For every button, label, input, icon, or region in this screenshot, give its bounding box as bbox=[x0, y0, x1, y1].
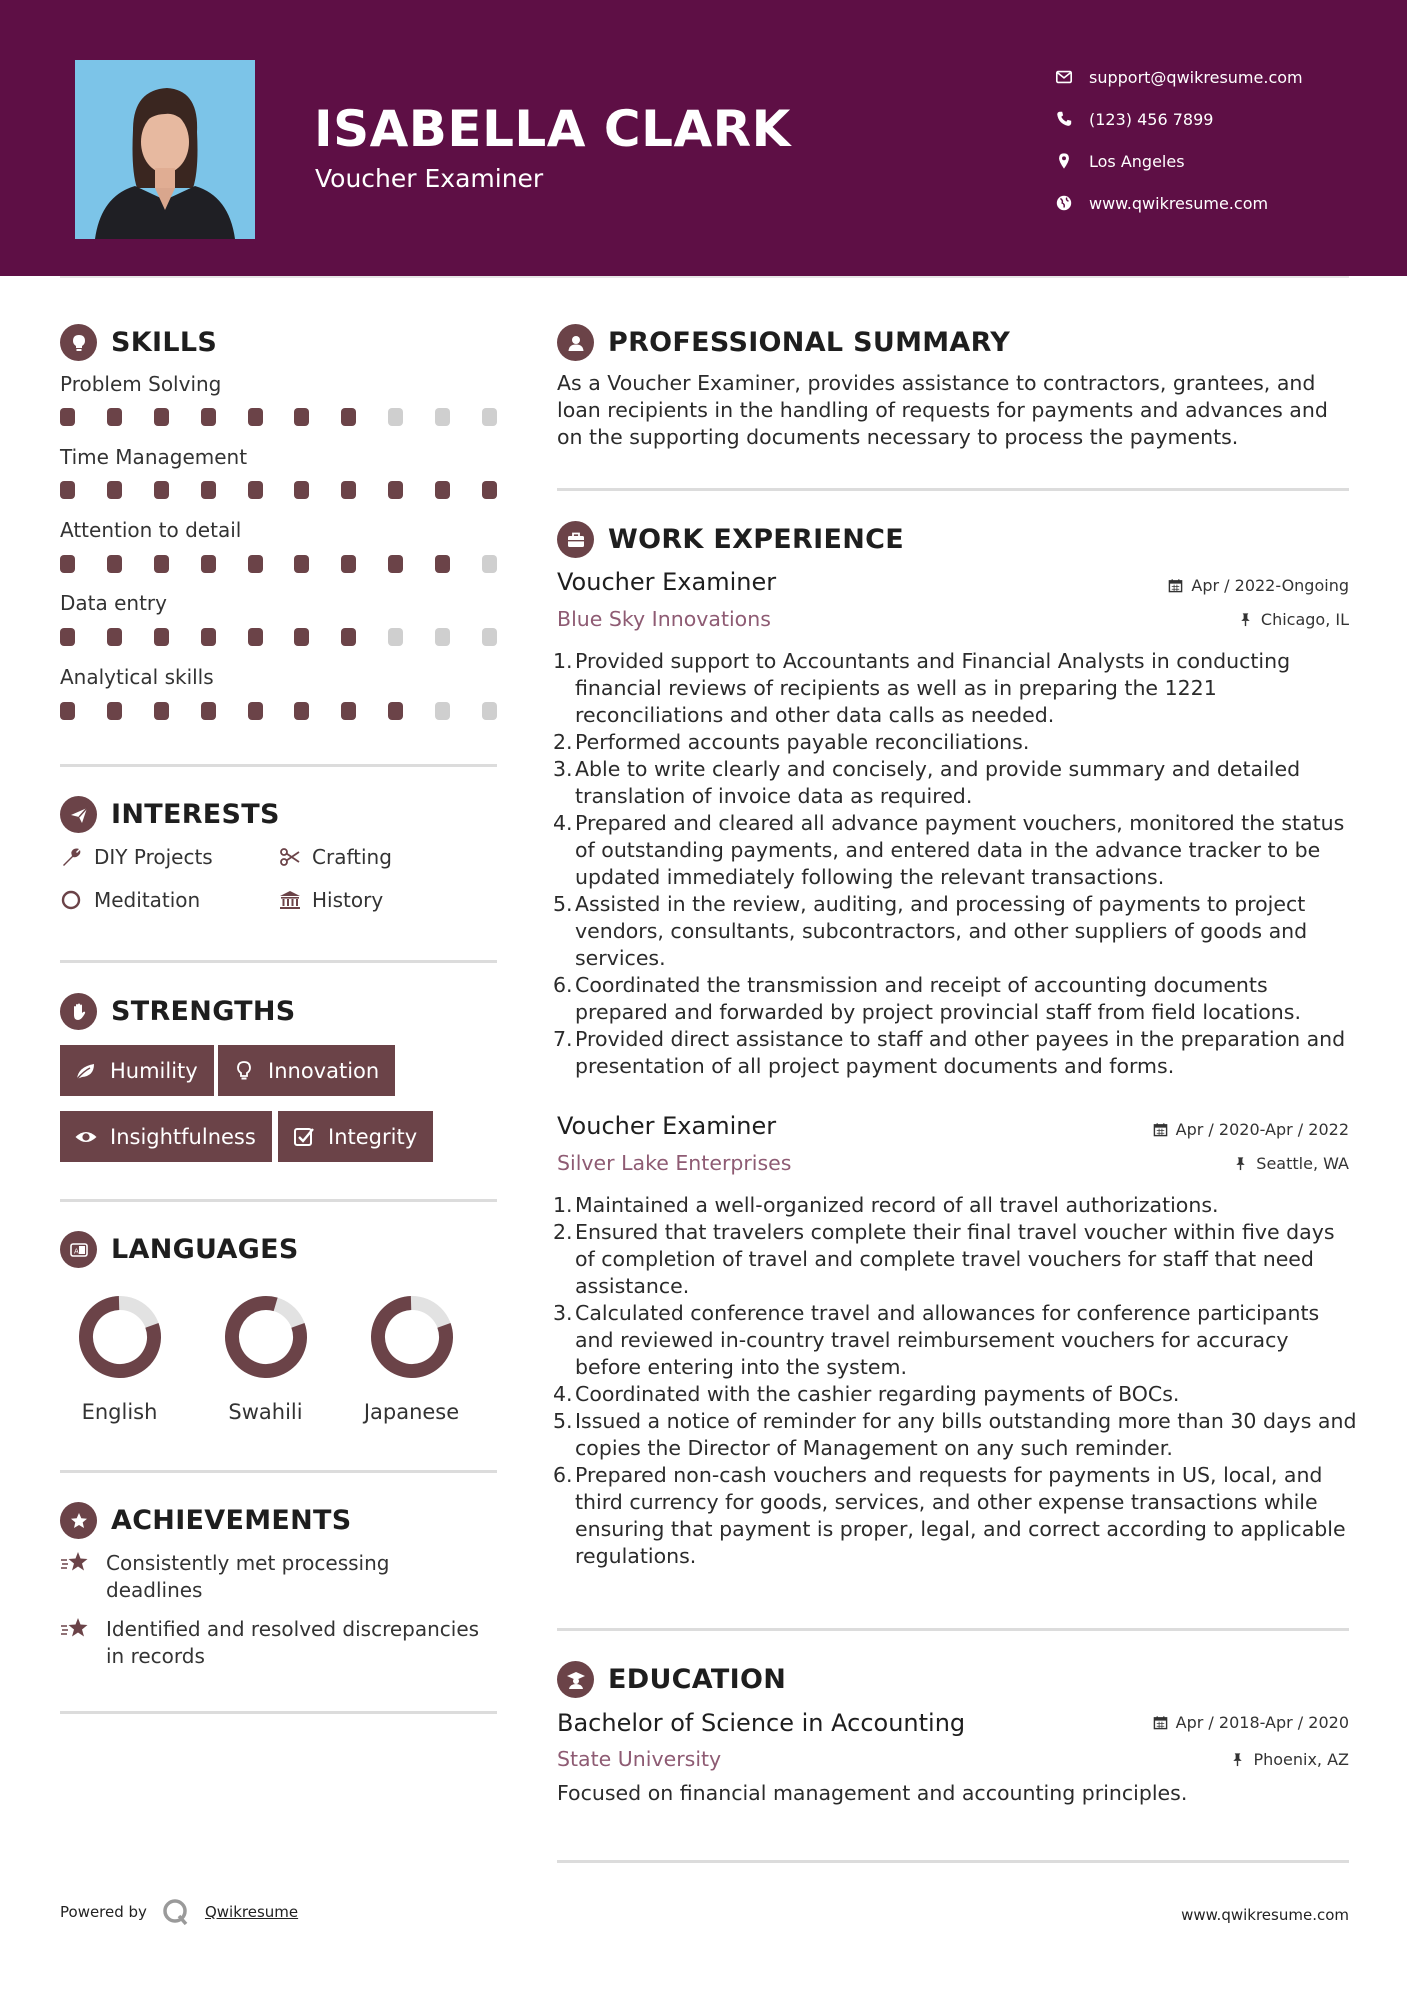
job-bullet-number: 2. bbox=[553, 730, 573, 754]
skill-dot-filled bbox=[248, 555, 263, 573]
skill-dot-filled bbox=[154, 702, 169, 720]
skill-dot-filled bbox=[294, 408, 309, 426]
calendar-icon bbox=[1153, 1122, 1168, 1137]
job-bullet-text: Issued a notice of reminder for any bills outstanding more than 30 days and copies the Director of Management on any such reminder. bbox=[575, 1409, 1357, 1460]
briefcase-section-icon bbox=[557, 521, 594, 558]
job-bullet bbox=[553, 1192, 1357, 1219]
experience-title: WORK EXPERIENCE bbox=[608, 524, 904, 555]
job-bullet-text: Coordinated the transmission and receipt of accounting documents prepared and forwarded by project provincial staff from field locations. bbox=[575, 973, 1301, 1024]
job-bullet-number: 5. bbox=[553, 892, 573, 916]
education-heading bbox=[557, 1661, 786, 1698]
skill-dot-filled bbox=[341, 702, 356, 720]
contact-website[interactable] bbox=[1055, 182, 1303, 224]
job-company: Blue Sky Innovations bbox=[557, 607, 771, 631]
skill-dot-filled bbox=[482, 481, 497, 499]
summary-title: PROFESSIONAL SUMMARY bbox=[608, 327, 1011, 358]
header-banner bbox=[0, 0, 1407, 276]
skill-dot-empty bbox=[435, 702, 450, 720]
education-date-text: Apr / 2018-Apr / 2020 bbox=[1175, 1713, 1349, 1732]
job-bullet bbox=[553, 648, 1357, 729]
interest-item bbox=[60, 888, 200, 912]
skill-dot-filled bbox=[294, 555, 309, 573]
strength-tag bbox=[218, 1045, 395, 1096]
section-divider bbox=[60, 1199, 497, 1202]
job-bullet bbox=[553, 756, 1357, 810]
language-level-arc bbox=[223, 1294, 309, 1380]
pushpin-icon bbox=[1238, 612, 1253, 627]
skill-dot-empty bbox=[435, 408, 450, 426]
globe-icon bbox=[1055, 194, 1073, 212]
interest-label: Crafting bbox=[312, 845, 392, 869]
contact-list bbox=[1055, 56, 1303, 224]
degree-title: Bachelor of Science in Accounting bbox=[557, 1709, 966, 1737]
job-bullet-text: Assisted in the review, auditing, and processing of payments to project vendors, consultants, subcontractors, and other suppliers of goods and services. bbox=[575, 892, 1308, 970]
job-bullets bbox=[553, 648, 1357, 1080]
job-bullet-text: Prepared and cleared all advance payment vouchers, monitored the status of outstanding payments, and entered data in the advance tracker to be updated immediately following the relevant transactions. bbox=[575, 811, 1345, 889]
skill-rating bbox=[60, 702, 497, 720]
job-bullet bbox=[553, 1300, 1357, 1381]
section-divider bbox=[557, 1860, 1349, 1863]
paper-plane-section-icon bbox=[60, 796, 97, 833]
skill-dot-filled bbox=[388, 555, 403, 573]
skill-dot-filled bbox=[388, 481, 403, 499]
skill-dot-filled bbox=[154, 408, 169, 426]
job-bullet bbox=[553, 1219, 1357, 1300]
skill-dot-filled bbox=[154, 628, 169, 646]
section-divider bbox=[60, 1711, 497, 1714]
job-bullet bbox=[553, 1462, 1357, 1570]
skill-dot-filled bbox=[201, 628, 216, 646]
check-square-icon bbox=[292, 1125, 316, 1149]
skill-name: Analytical skills bbox=[60, 665, 214, 689]
achievements-title: ACHIEVEMENTS bbox=[111, 1505, 352, 1536]
education-description: Focused on financial management and accounting principles. bbox=[557, 1781, 1188, 1805]
qwikresume-logo-icon bbox=[161, 1897, 191, 1927]
job-location-text: Chicago, IL bbox=[1260, 610, 1349, 629]
pushpin-icon bbox=[1233, 1156, 1248, 1171]
language-label: Japanese bbox=[363, 1400, 460, 1424]
calendar-icon bbox=[1153, 1715, 1168, 1730]
skill-dot-filled bbox=[154, 481, 169, 499]
skill-rating bbox=[60, 481, 497, 499]
skills-title: SKILLS bbox=[111, 327, 218, 358]
skill-dot-filled bbox=[107, 481, 122, 499]
job-company: Silver Lake Enterprises bbox=[557, 1151, 792, 1175]
translate-section-icon bbox=[60, 1231, 97, 1268]
lightbulb-icon bbox=[232, 1059, 256, 1083]
job-bullet-number: 4. bbox=[553, 1382, 573, 1406]
language-item bbox=[339, 1294, 484, 1424]
job-bullet-number: 3. bbox=[553, 1301, 573, 1325]
job-location bbox=[1233, 1154, 1349, 1173]
job-bullet-number: 5. bbox=[553, 1409, 573, 1433]
strength-label: Humility bbox=[110, 1058, 198, 1083]
circle-icon bbox=[60, 888, 84, 912]
job-date-text: Apr / 2020-Apr / 2022 bbox=[1175, 1120, 1349, 1139]
job-bullet-text: Ensured that travelers complete their final travel voucher within five days of completion of travel and complete travel vouchers for staff that need assistance. bbox=[575, 1220, 1335, 1298]
job-bullet-number: 2. bbox=[553, 1220, 573, 1244]
qwikresume-link[interactable]: Qwikresume bbox=[204, 1903, 299, 1921]
achievement-item bbox=[60, 1616, 480, 1670]
job-location-text: Seattle, WA bbox=[1256, 1154, 1349, 1173]
strength-tag bbox=[60, 1111, 272, 1162]
skill-dot-empty bbox=[482, 702, 497, 720]
languages-heading bbox=[60, 1231, 299, 1268]
strengths-heading bbox=[60, 993, 296, 1030]
interest-label: DIY Projects bbox=[94, 845, 213, 869]
graduate-section-icon bbox=[557, 1661, 594, 1698]
interests-title: INTERESTS bbox=[111, 799, 280, 830]
skill-name: Data entry bbox=[60, 591, 167, 615]
star-badge-section-icon bbox=[60, 1502, 97, 1539]
strength-label: Insightfulness bbox=[110, 1124, 256, 1149]
interest-label: History bbox=[312, 888, 384, 912]
star-icon bbox=[60, 1616, 92, 1644]
school-name: State University bbox=[557, 1747, 722, 1771]
job-bullet bbox=[553, 972, 1357, 1026]
skill-dot-filled bbox=[60, 481, 75, 499]
star-icon bbox=[60, 1550, 92, 1578]
job-bullet bbox=[553, 729, 1357, 756]
achievement-text: Consistently met processing deadlines bbox=[106, 1551, 390, 1602]
education-location bbox=[1230, 1750, 1349, 1769]
job-date bbox=[1168, 576, 1349, 595]
skill-dot-filled bbox=[248, 628, 263, 646]
education-date bbox=[1153, 1713, 1349, 1732]
leaf-icon bbox=[74, 1059, 98, 1083]
skill-dot-filled bbox=[107, 702, 122, 720]
svg-text:A: A bbox=[73, 1247, 79, 1255]
job-bullet-number: 1. bbox=[553, 649, 573, 673]
job-bullet-text: Performed accounts payable reconciliations. bbox=[575, 730, 1030, 754]
wrench-icon bbox=[60, 845, 84, 869]
strength-label: Innovation bbox=[268, 1058, 380, 1083]
job-bullet-number: 3. bbox=[553, 757, 573, 781]
footer-url[interactable]: www.qwikresume.com bbox=[1181, 1906, 1349, 1924]
job-title: Voucher Examiner bbox=[557, 568, 777, 596]
strength-label: Integrity bbox=[328, 1124, 418, 1149]
skill-dot-filled bbox=[60, 702, 75, 720]
strength-tag bbox=[278, 1111, 433, 1162]
contact-phone[interactable] bbox=[1055, 98, 1303, 140]
job-date-text: Apr / 2022-Ongoing bbox=[1191, 576, 1349, 595]
job-location bbox=[1238, 610, 1349, 629]
hand-section-icon bbox=[60, 993, 97, 1030]
language-label: English bbox=[81, 1400, 158, 1424]
skill-dot-filled bbox=[201, 555, 216, 573]
skill-dot-filled bbox=[201, 702, 216, 720]
job-bullet-text: Able to write clearly and concisely, and provide summary and detailed translation of invoice data as required. bbox=[575, 757, 1301, 808]
summary-heading bbox=[557, 324, 1010, 361]
skill-dot-filled bbox=[388, 702, 403, 720]
phone-icon bbox=[1055, 110, 1073, 128]
section-divider bbox=[60, 764, 497, 767]
interest-item bbox=[278, 845, 392, 869]
education-title: EDUCATION bbox=[608, 1664, 787, 1695]
job-bullet-text: Prepared non-cash vouchers and requests for payments in US, local, and third currency for goods, services, and other expense transactions while ensuring that payment is proper, legal, and correct according to applicable regulations. bbox=[575, 1463, 1346, 1568]
skill-dot-filled bbox=[341, 628, 356, 646]
interest-label: Meditation bbox=[94, 888, 201, 912]
contact-phone-text: (123) 456 7899 bbox=[1089, 109, 1214, 129]
skill-name: Problem Solving bbox=[60, 372, 222, 396]
skill-dot-filled bbox=[341, 408, 356, 426]
strengths-title: STRENGTHS bbox=[111, 996, 296, 1027]
skill-dot-filled bbox=[294, 481, 309, 499]
interest-item bbox=[60, 845, 213, 869]
language-label: Swahili bbox=[228, 1400, 303, 1424]
bank-icon bbox=[278, 888, 302, 912]
skill-dot-filled bbox=[201, 408, 216, 426]
envelope-icon bbox=[1055, 68, 1073, 86]
pushpin-icon bbox=[1230, 1752, 1245, 1767]
job-bullet bbox=[553, 1408, 1357, 1462]
profile-photo-image bbox=[75, 60, 255, 239]
skill-dot-filled bbox=[435, 555, 450, 573]
skill-dot-filled bbox=[341, 481, 356, 499]
language-item bbox=[47, 1294, 192, 1424]
language-level-chart bbox=[369, 1294, 455, 1380]
job-bullet-number: 1. bbox=[553, 1193, 573, 1217]
job-bullet bbox=[553, 891, 1357, 972]
skill-dot-filled bbox=[248, 408, 263, 426]
languages-title: LANGUAGES bbox=[111, 1234, 299, 1265]
job-bullet-number: 6. bbox=[553, 1463, 573, 1487]
job-date bbox=[1153, 1120, 1349, 1139]
achievements-heading bbox=[60, 1502, 352, 1539]
skill-dot-empty bbox=[388, 628, 403, 646]
interest-item bbox=[278, 888, 383, 912]
contact-website-text: www.qwikresume.com bbox=[1089, 193, 1269, 213]
skill-dot-empty bbox=[388, 408, 403, 426]
skill-dot-filled bbox=[248, 481, 263, 499]
lightbulb-section-icon bbox=[60, 324, 97, 361]
section-divider bbox=[557, 488, 1349, 491]
contact-email[interactable] bbox=[1055, 56, 1303, 98]
language-level-chart bbox=[223, 1294, 309, 1380]
contact-email-text: support@qwikresume.com bbox=[1089, 67, 1303, 87]
candidate-title: Voucher Examiner bbox=[315, 164, 544, 193]
job-bullet-number: 6. bbox=[553, 973, 573, 997]
skill-name: Time Management bbox=[60, 445, 248, 469]
powered-by-text: Powered by bbox=[60, 1903, 147, 1921]
skill-rating bbox=[60, 555, 497, 573]
job-bullet bbox=[553, 1026, 1357, 1080]
job-bullet-text: Maintained a well-organized record of all travel authorizations. bbox=[575, 1193, 1219, 1217]
header-divider bbox=[60, 276, 1349, 278]
job-bullet-text: Provided direct assistance to staff and other payees in the preparation and presentation of all project payment documents and forms. bbox=[575, 1027, 1346, 1078]
scissors-icon bbox=[278, 845, 302, 869]
skill-dot-filled bbox=[341, 555, 356, 573]
section-divider bbox=[60, 960, 497, 963]
skill-dot-filled bbox=[294, 628, 309, 646]
job-bullet-text: Provided support to Accountants and Financial Analysts in conducting financial reviews of recipients as well as in preparing the 1221 reconciliations and other data calls as needed. bbox=[575, 649, 1291, 727]
skill-rating bbox=[60, 628, 497, 646]
language-item bbox=[193, 1294, 338, 1424]
interests-heading bbox=[60, 796, 280, 833]
skill-dot-filled bbox=[294, 702, 309, 720]
skill-dot-empty bbox=[482, 408, 497, 426]
calendar-icon bbox=[1168, 578, 1183, 593]
section-divider bbox=[557, 1628, 1349, 1631]
skill-dot-filled bbox=[107, 555, 122, 573]
contact-location-text: Los Angeles bbox=[1089, 151, 1185, 171]
skill-dot-empty bbox=[482, 628, 497, 646]
job-bullet bbox=[553, 1381, 1357, 1408]
skill-dot-filled bbox=[107, 408, 122, 426]
skill-rating bbox=[60, 408, 497, 426]
job-bullet bbox=[553, 810, 1357, 891]
skill-dot-filled bbox=[107, 628, 122, 646]
skill-dot-filled bbox=[201, 481, 216, 499]
skill-dot-filled bbox=[60, 408, 75, 426]
education-location-text: Phoenix, AZ bbox=[1253, 1750, 1349, 1769]
candidate-name: ISABELLA CLARK bbox=[314, 100, 791, 158]
achievement-text: Identified and resolved discrepancies in records bbox=[106, 1617, 480, 1668]
contact-location bbox=[1055, 140, 1303, 182]
skill-dot-empty bbox=[435, 628, 450, 646]
language-level-chart bbox=[77, 1294, 163, 1380]
user-section-icon bbox=[557, 324, 594, 361]
skill-dot-empty bbox=[482, 555, 497, 573]
profile-photo bbox=[75, 60, 255, 239]
skill-name: Attention to detail bbox=[60, 518, 242, 542]
job-bullets bbox=[553, 1192, 1357, 1570]
strength-tag bbox=[60, 1045, 214, 1096]
experience-heading bbox=[557, 521, 904, 558]
skill-dot-filled bbox=[248, 702, 263, 720]
skill-dot-filled bbox=[435, 481, 450, 499]
achievement-item bbox=[60, 1550, 480, 1604]
summary-text: As a Voucher Examiner, provides assistance to contractors, grantees, and loan recipients in the handling of requests for payments and advances and on the supporting documents necessary to process the payments. bbox=[557, 371, 1328, 449]
job-bullet-text: Calculated conference travel and allowances for conference participants and reviewed in-country travel reimbursement vouchers for accuracy before entering into the system. bbox=[575, 1301, 1320, 1379]
job-title: Voucher Examiner bbox=[557, 1112, 777, 1140]
skills-heading bbox=[60, 324, 217, 361]
job-bullet-text: Coordinated with the cashier regarding payments of BOCs. bbox=[575, 1382, 1180, 1406]
skill-dot-filled bbox=[154, 555, 169, 573]
footer-powered-by bbox=[60, 1897, 298, 1927]
job-bullet-number: 4. bbox=[553, 811, 573, 835]
skill-dot-filled bbox=[60, 555, 75, 573]
skill-dot-filled bbox=[60, 628, 75, 646]
section-divider bbox=[60, 1470, 497, 1473]
map-pin-icon bbox=[1055, 152, 1073, 170]
eye-icon bbox=[74, 1125, 98, 1149]
job-bullet-number: 7. bbox=[553, 1027, 573, 1051]
